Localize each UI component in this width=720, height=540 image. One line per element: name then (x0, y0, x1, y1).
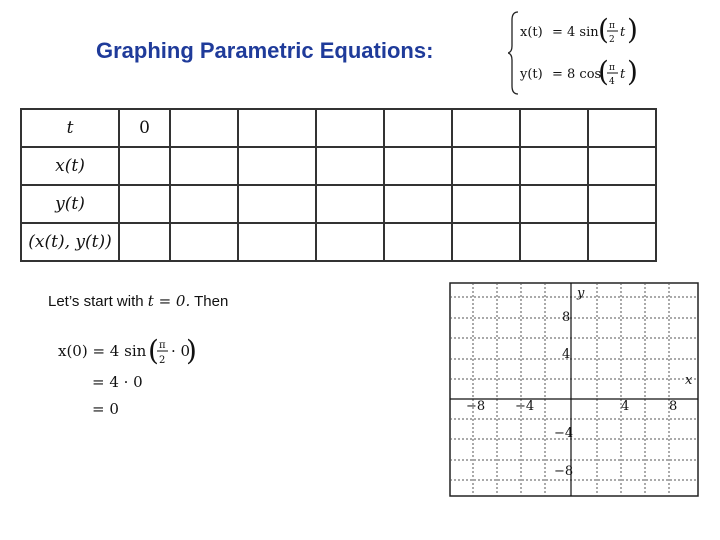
x-axis-label: x (685, 373, 693, 388)
work-line2: = 4 · 0 (92, 373, 143, 391)
work-line1-lhs: x(0) = 4 sin (58, 342, 147, 360)
work-frac-den: 2 (159, 355, 166, 366)
x-eq-rhs: = 4 sin (552, 25, 599, 40)
table-cell[interactable]: 0 (119, 109, 170, 147)
table-cell[interactable] (170, 185, 238, 223)
table-cell[interactable] (119, 147, 170, 185)
svg-text:): ) (186, 336, 197, 367)
work-frac-num: π (159, 340, 166, 351)
table-row-point (21, 223, 656, 261)
x-tick-label: 4 (621, 399, 630, 414)
y-tick-label: −8 (554, 464, 574, 479)
intro-prefix: Let’s start with (48, 293, 144, 310)
table-cell[interactable] (452, 109, 520, 147)
y-eq-frac-num: π (609, 63, 615, 73)
x-eq-frac-num: π (609, 21, 615, 31)
table-cell[interactable] (384, 185, 452, 223)
x-eq-lhs: x(t) (520, 25, 543, 40)
table-cell[interactable] (520, 223, 588, 261)
table-row-y (21, 185, 656, 223)
row-label-x: x(t) (21, 147, 119, 185)
intro-text (48, 292, 228, 310)
value-table (20, 108, 657, 262)
x-tick-label: 8 (669, 399, 678, 414)
system-brace (508, 12, 518, 94)
y-tick-label: 4 (562, 347, 571, 362)
table-cell[interactable] (452, 185, 520, 223)
table-cell[interactable] (588, 147, 656, 185)
table-row-x (21, 147, 656, 185)
svg-text:): ) (627, 55, 638, 88)
svg-text:(: ( (148, 336, 159, 367)
svg-text:): ) (627, 13, 638, 46)
y-eq-rhs: = 8 cos (552, 67, 602, 82)
table-cell[interactable] (384, 223, 452, 261)
table-cell[interactable] (238, 147, 316, 185)
table-cell[interactable] (316, 147, 384, 185)
y-axis-label: y (577, 286, 585, 301)
page-title: Graphing Parametric Equations: (96, 38, 434, 63)
table-cell[interactable] (170, 147, 238, 185)
svg-text:(: ( (598, 13, 609, 46)
table-cell[interactable] (119, 185, 170, 223)
table-row-t (21, 109, 656, 147)
x-tick-label: −8 (466, 399, 486, 414)
row-label-y: y(t) (21, 185, 119, 223)
y-eq-var: t (620, 67, 626, 82)
y-eq-frac-den: 4 (609, 77, 615, 87)
intro-suffix: Then (194, 293, 229, 310)
row-label-point: (x(t), y(t)) (21, 223, 119, 261)
table-cell[interactable] (588, 185, 656, 223)
row-label-t: t (21, 109, 119, 147)
svg-text:(: ( (598, 55, 609, 88)
table-cell[interactable] (384, 109, 452, 147)
y-eq-lhs: y(t) (520, 67, 543, 82)
table-cell[interactable] (119, 223, 170, 261)
table-cell[interactable] (238, 223, 316, 261)
x-eq-var: t (620, 25, 626, 40)
table-cell[interactable] (588, 223, 656, 261)
intro-expr: t = 0. (147, 292, 191, 310)
table-cell[interactable] (452, 147, 520, 185)
table-cell[interactable] (316, 109, 384, 147)
worked-solution (56, 336, 216, 426)
y-tick-label: 8 (562, 310, 571, 325)
table-cell[interactable] (238, 185, 316, 223)
table-cell[interactable] (170, 109, 238, 147)
table-cell[interactable] (520, 109, 588, 147)
work-line1-tail: · 0 (171, 342, 191, 360)
table-cell[interactable] (238, 109, 316, 147)
table-cell[interactable] (316, 185, 384, 223)
x-tick-label: −4 (515, 399, 535, 414)
table-cell[interactable] (452, 223, 520, 261)
table-cell[interactable] (316, 223, 384, 261)
table-cell[interactable] (520, 147, 588, 185)
table-cell[interactable] (520, 185, 588, 223)
table-cell[interactable] (384, 147, 452, 185)
coordinate-grid[interactable] (449, 282, 699, 497)
table-cell[interactable] (170, 223, 238, 261)
work-line3: = 0 (92, 400, 119, 418)
parametric-system (508, 8, 638, 98)
y-tick-label: −4 (554, 426, 574, 441)
table-cell[interactable] (588, 109, 656, 147)
x-eq-frac-den: 2 (609, 35, 615, 45)
